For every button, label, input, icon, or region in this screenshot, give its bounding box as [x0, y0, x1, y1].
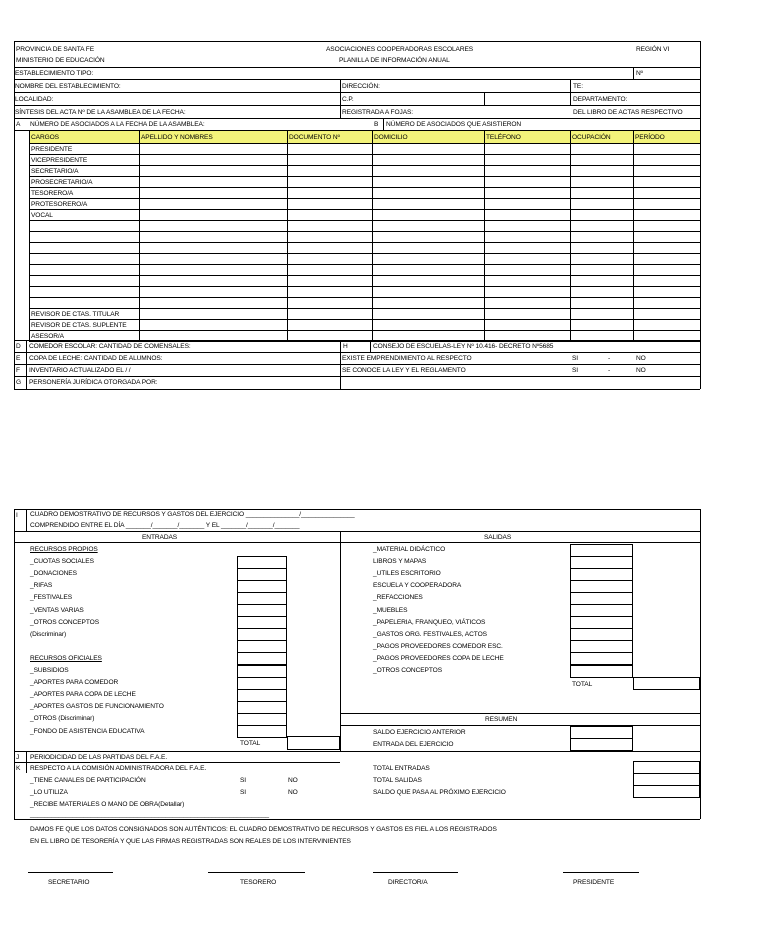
next-balance-label: SALDO QUE PASA AL PRÓXIMO EJERCICIO — [373, 789, 506, 796]
column-header: APELLIDO Y NOMBRES — [141, 134, 213, 141]
income-total-box[interactable] — [287, 736, 340, 750]
expense-amount-box[interactable] — [570, 544, 633, 557]
exercise-period-field[interactable]: CUADRO DEMOSTRATIVO DE RECURSOS Y GASTOS DEL EJERCICIO _______________/_______________ — [30, 511, 355, 518]
section-h-letter: H — [343, 343, 348, 350]
form-title: ASOCIACIONES COOPERADORAS ESCOLARES — [326, 46, 474, 53]
date-range-field[interactable]: COMPRENDIDO ENTRE EL DÍA _______/_______/_______ Y EL _______/_______/_______ — [30, 522, 300, 529]
income-item: _SUBSIDIOS — [30, 667, 69, 674]
assembly-summary-field[interactable]: SÍNTESIS DEL ACTA Nº DE LA ASAMBLEA DE LA FECHA: — [15, 109, 186, 116]
income-amount-box[interactable] — [237, 592, 287, 605]
table-row[interactable]: TESORERO/A — [31, 189, 74, 197]
table-row[interactable]: VOCAL — [31, 211, 53, 219]
legal-status-field[interactable]: PERSONERÍA JURÍDICA OTORGADA POR: — [29, 379, 158, 386]
income-item: _RIFAS — [30, 582, 53, 590]
expense-item: _REFACCIONES — [373, 594, 423, 602]
column-header: TELÉFONO — [486, 134, 521, 141]
table-row[interactable]: REVISOR DE CTAS. TITULAR — [31, 310, 120, 318]
establishment-name-field[interactable]: NOMBRE DEL ESTABLECIMIENTO: — [15, 83, 121, 90]
expense-amount-box[interactable] — [570, 580, 633, 593]
income-item: _FONDO DE ASISTENCIA EDUCATIVA — [30, 727, 145, 735]
expense-amount-box[interactable] — [570, 604, 633, 617]
section-f-letter: F — [16, 367, 20, 374]
fae-periodicity-field[interactable]: PERIODICIDAD DE LAS PARTIDAS DEL F.A.E. — [30, 754, 168, 761]
fae-commission-label: RESPECTO A LA COMISIÓN ADMINISTRADORA DEL F.A.E. — [30, 765, 207, 772]
expense-item: _PAGOS PROVEEDORES COMEDOR ESC. — [373, 642, 503, 650]
income-item: _DONACIONES — [30, 570, 77, 578]
column-header: PERÍODO — [635, 134, 665, 141]
next-balance-box[interactable] — [633, 785, 700, 798]
enterprise-yes-option[interactable]: SI — [572, 355, 579, 362]
department-field[interactable]: DEPARTAMENTO: — [573, 96, 628, 103]
section-e-letter: E — [16, 355, 21, 362]
expense-item: ESCUELA Y COOPERADORA — [373, 582, 462, 590]
summary-heading: RESUMEN — [485, 716, 518, 723]
total-income-label: TOTAL ENTRADAS — [373, 765, 430, 772]
ministry-label: MINISTERIO DE EDUCACIÓN — [16, 57, 105, 64]
form-subtitle: PLANILLA DE INFORMACIÓN ANUAL — [339, 57, 450, 64]
income-item: RECURSOS OFICIALES — [30, 654, 102, 662]
expense-amount-box[interactable] — [570, 616, 633, 629]
expenses-total-box[interactable] — [633, 677, 700, 690]
total-expenses-label: TOTAL SALIDAS — [373, 777, 422, 784]
expense-item: _PAPELERIA, FRANQUEO, VIÁTICOS — [373, 618, 486, 626]
enterprise-dash: - — [608, 355, 611, 362]
phone-field[interactable]: TE: — [573, 83, 583, 90]
income-amount-box[interactable] — [237, 689, 287, 702]
uses-no-option[interactable]: NO — [288, 789, 298, 796]
income-item: _APORTES PARA COMEDOR — [30, 679, 119, 687]
participation-no-option[interactable]: NO — [288, 777, 298, 784]
attendees-count-field[interactable]: NÚMERO DE ASOCIADOS QUE ASISTIERON — [386, 121, 522, 128]
milk-students-field[interactable]: COPA DE LECHE: CANTIDAD DE ALUMNOS: — [29, 355, 163, 362]
expense-item: _PAGOS PROVEEDORES COPA DE LECHE — [373, 654, 504, 662]
income-amount-box[interactable] — [237, 628, 287, 641]
expenses-heading: SALIDAS — [484, 534, 512, 541]
income-amount-box[interactable] — [237, 580, 287, 593]
postal-code-field[interactable]: C.P. — [342, 96, 354, 103]
income-amount-box[interactable] — [237, 677, 287, 690]
previous-balance-label: SALDO EJERCICIO ANTERIOR — [373, 729, 466, 736]
income-item: _APORTES GASTOS DE FUNCIONAMIENTO — [30, 703, 164, 711]
participation-channels-label: _TIENE CANALES DE PARTICIPACIÓN — [30, 777, 146, 784]
table-row[interactable]: VICEPRESIDENTE — [31, 156, 88, 164]
expense-amount-box[interactable] — [570, 628, 633, 641]
expense-amount-box[interactable] — [570, 665, 633, 678]
expense-item: _MUEBLES — [373, 606, 408, 614]
signature-secretary[interactable]: SECRETARIO — [48, 879, 90, 886]
column-header: CARGOS — [31, 134, 59, 141]
section-b-letter: B — [374, 121, 379, 128]
region-label: REGIÓN VI — [636, 46, 670, 53]
income-amount-box[interactable] — [237, 713, 287, 726]
income-total-label: TOTAL — [240, 740, 261, 747]
signature-treasurer[interactable]: TESORERO — [240, 879, 277, 886]
table-row[interactable]: ASESOR/A — [31, 332, 64, 340]
expense-amount-box[interactable] — [570, 556, 633, 569]
establishment-number-field[interactable]: Nº — [636, 70, 643, 77]
section-j-letter: J — [16, 754, 20, 761]
table-row[interactable]: REVISOR DE CTAS. SUPLENTE — [31, 321, 127, 329]
law-no-option[interactable]: NO — [636, 367, 646, 374]
income-amount-box[interactable] — [237, 640, 287, 653]
income-amount-box[interactable] — [237, 604, 287, 617]
column-header: OCUPACIÓN — [572, 134, 611, 141]
signature-director[interactable]: DIRECTOR/A — [388, 879, 428, 886]
exercise-income-box[interactable] — [570, 738, 633, 751]
associates-count-field[interactable]: NÚMERO DE ASOCIADOS A LA FECHA DE LA ASAMBLEA: — [30, 121, 205, 128]
income-item: RECURSOS PROPIOS — [30, 546, 98, 553]
table-row[interactable]: PRESIDENTE — [31, 145, 73, 153]
province-label: PROVINCIA DE SANTA FE — [16, 46, 95, 53]
establishment-type-field[interactable]: ESTABLECIMIENTO TIPO: — [15, 70, 94, 77]
income-amount-box[interactable] — [237, 701, 287, 714]
income-item: _VENTAS VARIAS — [30, 606, 84, 614]
income-amount-box[interactable] — [237, 556, 287, 569]
expense-item: _OTROS CONCEPTOS — [373, 667, 442, 674]
materials-label: _RECIBE MATERIALES O MANO DE OBRA(Detallar) — [30, 801, 185, 808]
table-row[interactable]: PROTESORERO/A — [31, 200, 88, 208]
signature-president[interactable]: PRESIDENTE — [573, 879, 615, 886]
expense-item: _UTILES ESCRITORIO — [373, 570, 441, 578]
income-item: _FESTIVALES — [30, 594, 73, 602]
expenses-total-label: TOTAL — [572, 681, 593, 688]
law-yes-option[interactable]: SI — [572, 367, 579, 374]
income-heading: ENTRADAS — [142, 534, 178, 541]
enterprise-no-option[interactable]: NO — [636, 355, 646, 362]
certification-line-2: EN EL LIBRO DE TESORERÍA Y QUE LAS FIRMAS REGISTRADAS SON REALES DE LOS INTERVINIENTES — [30, 838, 351, 845]
registered-pages-field[interactable]: REGISTRADA A FOJAS: — [342, 109, 414, 116]
minutes-book-label: DEL LIBRO DE ACTAS RESPECTIVO — [573, 109, 683, 116]
income-item: _CUOTAS SOCIALES — [30, 558, 94, 566]
enterprise-question: EXISTE EMPRENDIMIENTO AL RESPECTO — [342, 355, 472, 362]
income-amount-box[interactable] — [237, 725, 287, 738]
certification-line-1: DAMOS FE QUE LOS DATOS CONSIGNADOS SON AUTÉNTICOS: EL CUADRO DEMOSTRATIVO DE RECURSOS Y GASTOS ES FIEL A LOS REGISTRADOS — [30, 826, 497, 833]
income-item: (Discriminar) — [30, 630, 67, 638]
section-g-letter: G — [16, 379, 22, 386]
income-item: _OTROS (Discriminar) — [30, 715, 95, 723]
uses-it-label: _LO UTILIZA — [30, 789, 68, 796]
locality-field[interactable]: LOCALIDAD: — [15, 96, 54, 103]
address-field[interactable]: DIRECCIÓN: — [342, 83, 380, 90]
inventory-date-field[interactable]: INVENTARIO ACTUALIZADO EL / / — [29, 367, 131, 374]
income-amount-box[interactable] — [237, 616, 287, 629]
section-k-letter: K — [16, 765, 21, 772]
expense-amount-box[interactable] — [570, 568, 633, 581]
participation-yes-option[interactable]: SI — [240, 777, 247, 784]
section-a-letter: A — [16, 121, 21, 128]
income-amount-box[interactable] — [237, 652, 287, 665]
table-row[interactable]: PROSECRETARIO/A — [31, 178, 93, 186]
exercise-income-label: ENTRADA DEL EJERCICIO — [373, 741, 454, 748]
income-item: _OTROS CONCEPTOS — [30, 618, 99, 626]
section-d-letter: D — [16, 343, 21, 350]
income-amount-box[interactable] — [237, 568, 287, 581]
column-header: DOMICILIO — [374, 134, 408, 141]
expense-amount-box[interactable] — [570, 652, 633, 665]
expense-item: _MATERIAL DIDÁCTICO — [373, 546, 446, 553]
table-row[interactable]: SECRETARIO/A — [31, 167, 79, 175]
expense-amount-box[interactable] — [570, 640, 633, 653]
section-i-letter: I — [16, 512, 18, 519]
expense-item: _GASTOS ORG. FESTIVALES, ACTOS — [373, 630, 487, 638]
column-header: DOCUMENTO Nº — [289, 134, 340, 141]
uses-yes-option[interactable]: SI — [240, 789, 247, 796]
school-council-field[interactable]: CONSEJO DE ESCUELAS-LEY Nº 10.416- DECRETO Nº5685 — [373, 343, 554, 350]
diners-count-field[interactable]: COMEDOR ESCOLAR: CANTIDAD DE COMENSALES: — [29, 343, 191, 350]
expense-item: LIBROS Y MAPAS — [373, 558, 427, 566]
income-item: _APORTES PARA COPA DE LECHE — [30, 691, 136, 699]
law-dash: - — [608, 367, 611, 374]
expense-amount-box[interactable] — [570, 592, 633, 605]
income-amount-box[interactable] — [237, 665, 287, 678]
law-known-question: SE CONOCE LA LEY Y EL REGLAMENTO — [342, 367, 466, 374]
materials-detail-line[interactable]: ___________________________________________________________________ — [30, 811, 269, 818]
